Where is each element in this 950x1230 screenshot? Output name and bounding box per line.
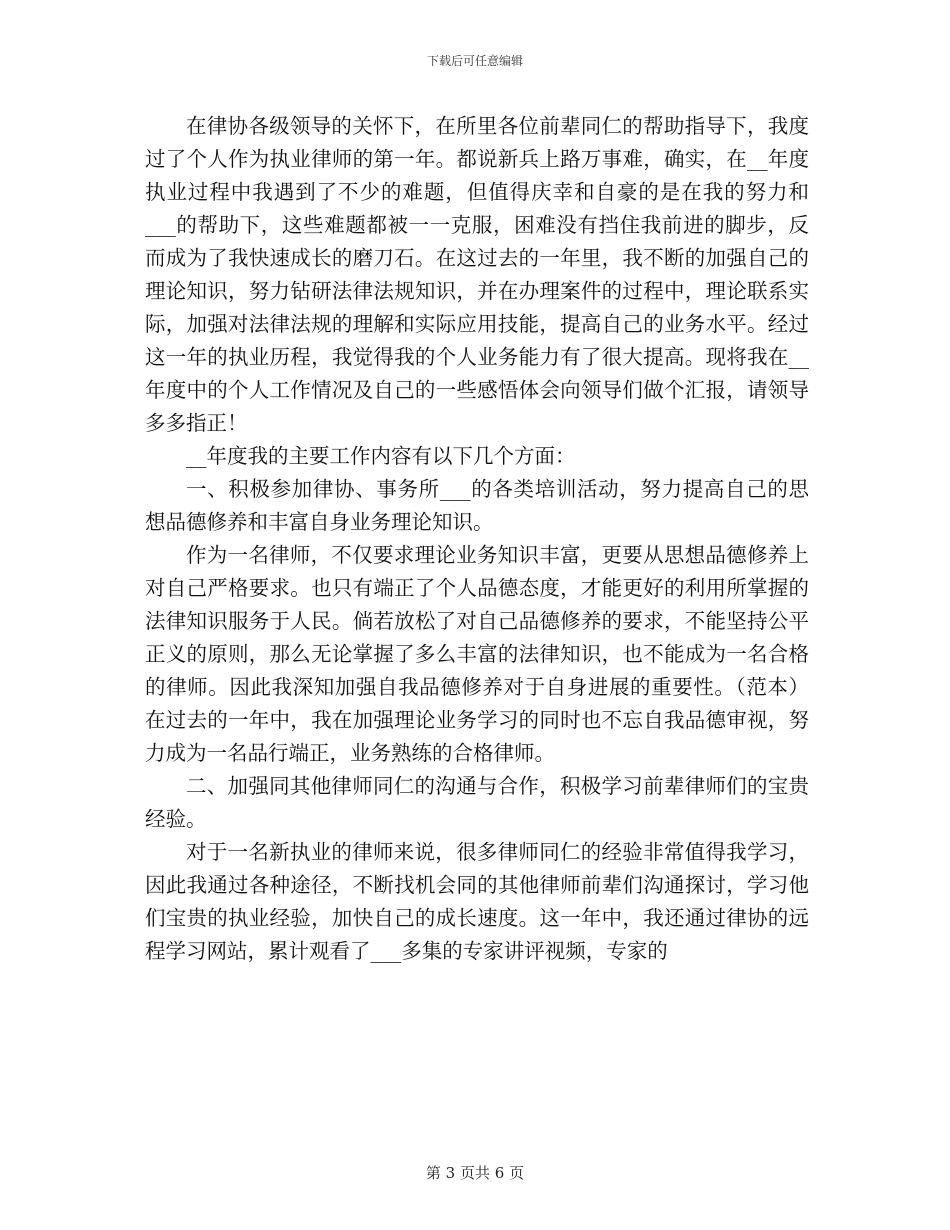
- paragraph-ethics: 作为一名律师，不仅要求理论业务知识丰富，更要从思想品德修养上对自己严格要求。也只有端正了个人品德态度，才能更好的利用所掌握的法律知识服务于人民。倘若放松了对自己品德修养的要求，不能坚持公平正义的原则，那么无论掌握了多么丰富的法律知识，也不能成为一名合格的律师。因此我深知加强自我品德修养对于自身进展的重要性。（范本）在过去的一年中，我在加强理论业务学习的同时也不忘自我品德审视，努力成为一名品行端正，业务熟练的合格律师。: [145, 543, 809, 765]
- paragraph-learning: 对于一名新执业的律师来说，很多律师同仁的经验非常值得我学习，因此我通过各种途径，不断找机会同的其他律师前辈们沟通探讨，学习他们宝贵的执业经验，加快自己的成长速度。这一年中，我还通过律协的远程学习网站，累计观看了___多集的专家讲评视频，专家的: [145, 840, 809, 963]
- page-footer: 第 3 页共 6 页: [425, 1164, 525, 1182]
- document-body: [145, 110, 809, 968]
- section-heading-2: 二、加强同其他律师同仁的沟通与合作，积极学习前辈律师们的宝贵经验。: [145, 774, 809, 831]
- page-header: 下载后可任意编辑: [426, 54, 523, 68]
- paragraph-intro: 在律协各级领导的关怀下，在所里各位前辈同仁的帮助指导下，我度过了个人作为执业律师的第一年。都说新兵上路万事难，确实，在__年度执业过程中我遇到了不少的难题，但值得庆幸和自豪的是在我的努力和___的帮助下，这些难题都被一一克服，困难没有挡住我前进的脚步，反而成为了我快速成长的磨刀石。在这过去的一年里，我不断的加强自己的理论知识，努力钻研法律法规知识，并在办理案件的过程中，理论联系实际，加强对法律法规的理解和实际应用技能，提高自己的业务水平。经过这一年的执业历程，我觉得我的个人业务能力有了很大提高。现将我在__年度中的个人工作情况及自己的一些感悟体会向领导们做个汇报，请领导多多指正！: [145, 114, 809, 435]
- paragraph-work-overview: __年度我的主要工作内容有以下几个方面：: [186, 444, 576, 468]
- section-heading-1: 一、积极参加律协、事务所___的各类培训活动，努力提高自己的思想品德修养和丰富自身业务理论知识。: [145, 477, 809, 534]
